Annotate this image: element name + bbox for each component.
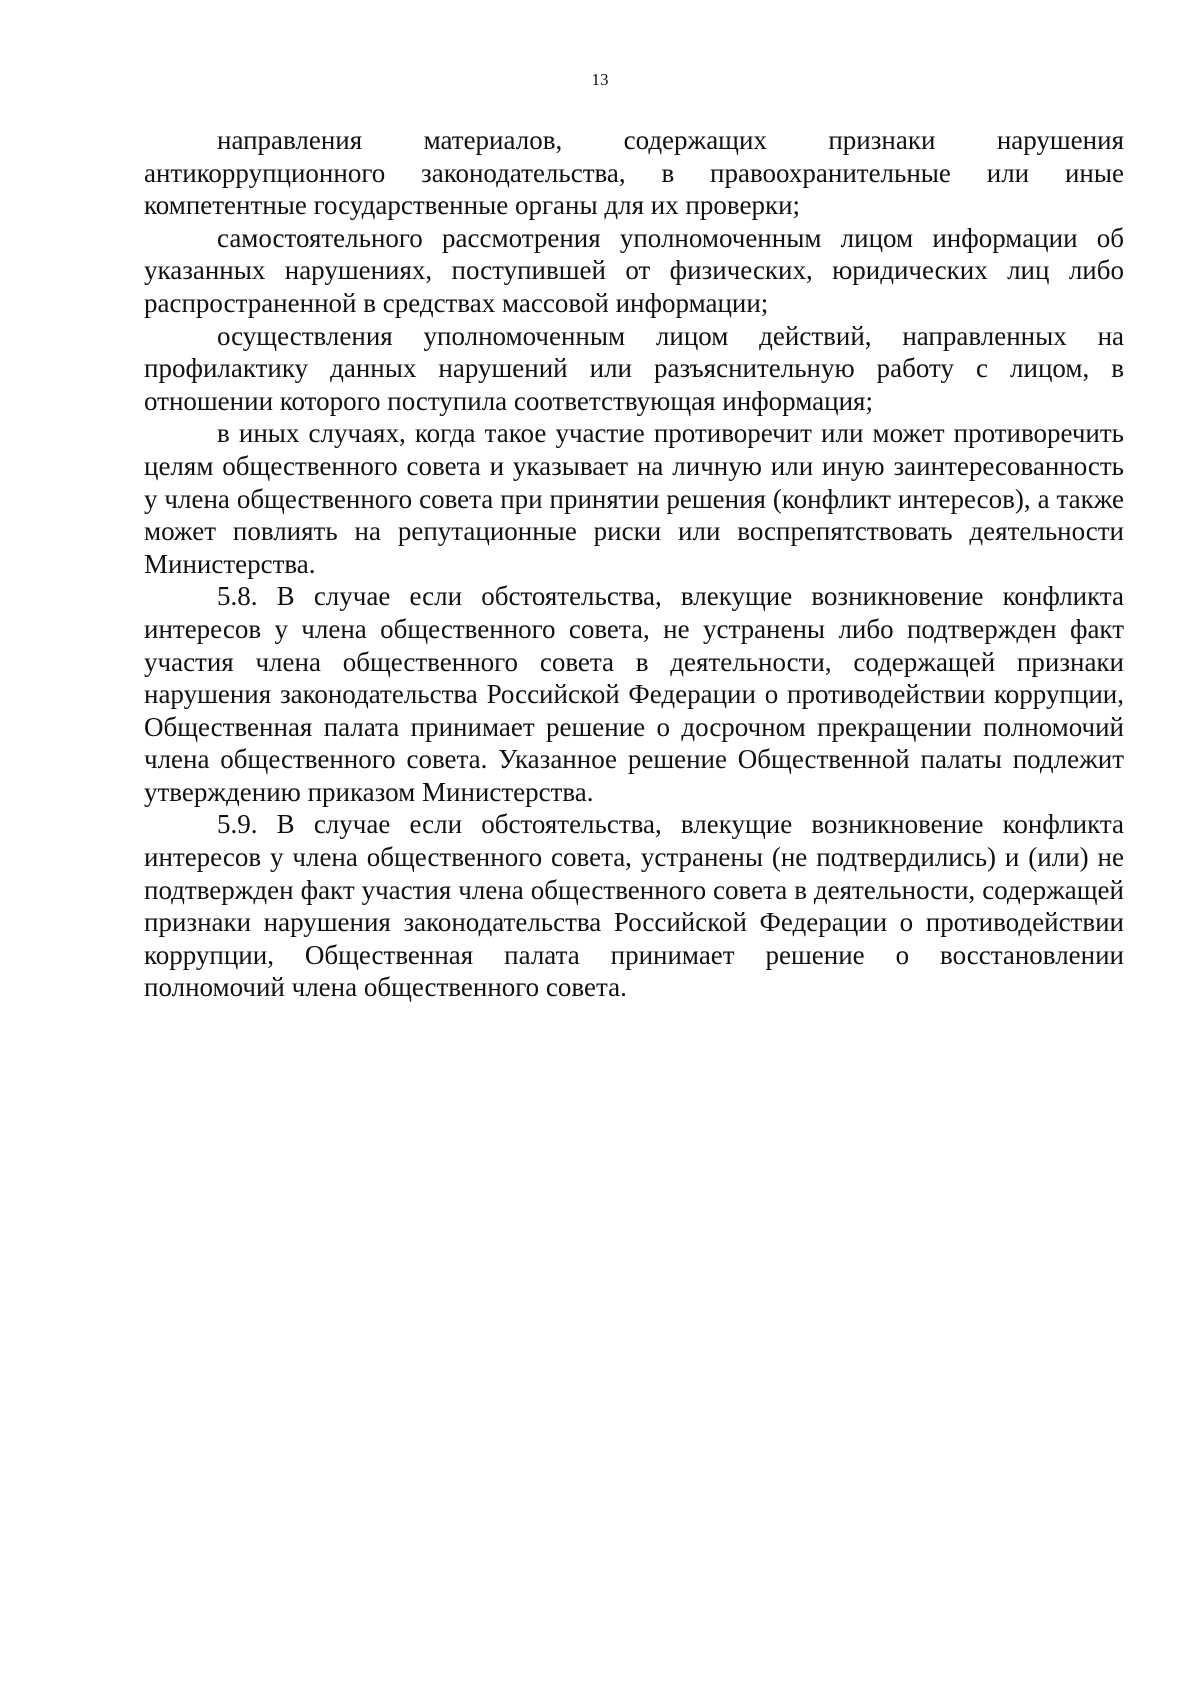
page-number: 13 bbox=[591, 70, 609, 89]
paragraph-prevention-actions: осуществления уполномоченным лицом действий, направленных на профилактику данных нарушений или разъяснительную работу с лицом, в отношении которого поступила соответствующая информация; bbox=[144, 320, 1124, 416]
paragraph-5-8: 5.8. В случае если обстоятельства, влекущие возникновение конфликта интересов у члена общественного совета, не устранены либо подтвержден факт участия члена общественного совета в деятельности, содержащей признаки нарушения законодательства Российской Федерации о противодействии коррупции, Общественная палата принимает решение о досрочном прекращении полномочий члена общественного совета. Указанное решение Общественной палаты подлежит утверждению приказом Министерства. bbox=[144, 581, 1124, 807]
paragraph-independent-review: самостоятельного рассмотрения уполномоченным лицом информации об указанных нарушениях, поступившей от физических, юридических лиц либо распространенной в средствах массовой информации; bbox=[144, 222, 1124, 318]
document-body bbox=[144, 124, 1124, 1004]
paragraph-other-cases: в иных случаях, когда такое участие противоречит или может противоречить целям общественного совета и указывает на личную или иную заинтересованность у члена общественного совета при принятии решения (конфликт интересов), а также может повлиять на репутационные риски или воспрепятствовать деятельности Министерства. bbox=[144, 418, 1124, 579]
paragraph-referral-materials: направления материалов, содержащих признаки нарушения антикоррупционного законодательства, в правоохранительные или иные компетентные государственные органы для их проверки; bbox=[144, 125, 1124, 221]
paragraph-5-9: 5.9. В случае если обстоятельства, влекущие возникновение конфликта интересов у члена общественного совета, устранены (не подтвердились) и (или) не подтвержден факт участия члена общественного совета в деятельности, содержащей признаки нарушения законодательства Российской Федерации о противодействии коррупции, Общественная палата принимает решение о восстановлении полномочий члена общественного совета. bbox=[144, 809, 1124, 1003]
